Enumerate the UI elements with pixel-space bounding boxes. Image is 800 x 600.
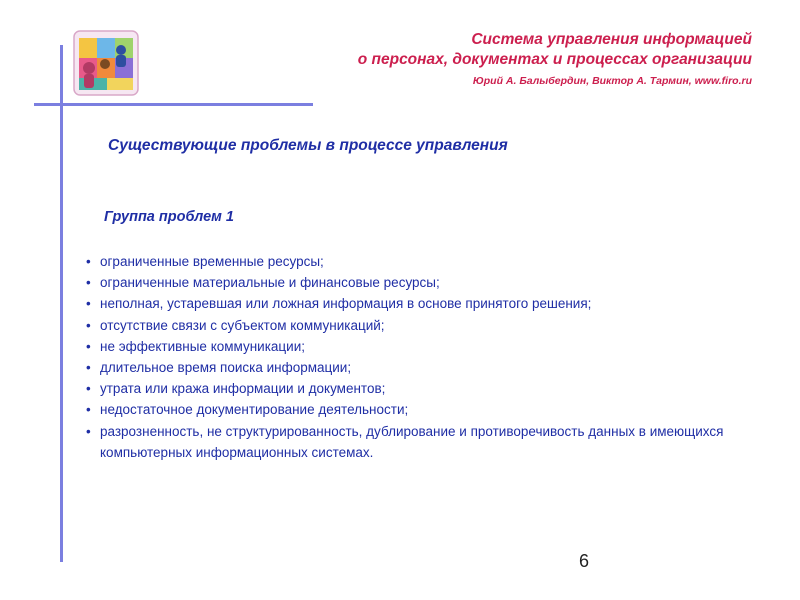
list-item: [86, 421, 746, 463]
list-item: [86, 357, 746, 378]
list-item: [86, 336, 746, 357]
bullet: •: [86, 360, 91, 376]
horizontal-rule: [34, 103, 313, 106]
bullet: •: [86, 381, 91, 397]
bullet: •: [86, 423, 91, 439]
title-line-2: о персонах, документах и процессах организации: [357, 51, 752, 68]
list-item: [86, 293, 746, 314]
group-title: Группа проблем 1: [104, 209, 234, 225]
puzzle-people-logo-icon: [71, 28, 141, 98]
list-item-text: отсутствие связи с субъектом коммуникаций;: [100, 317, 385, 333]
list-item: [86, 251, 746, 272]
vertical-rule: [60, 45, 63, 562]
list-item: [86, 272, 746, 293]
header: [358, 30, 752, 89]
list-item-text: разрозненность, не структурированность, дублирование и противоречивость данных в имеющихся компьютерных информационных системах.: [100, 423, 724, 460]
list-item-text: утрата или кража информации и документов;: [100, 381, 386, 397]
authors-line: Юрий А. Балыбердин, Виктор А. Тармин, www.firo.ru: [472, 75, 752, 87]
bullet: •: [86, 254, 91, 269]
list-item-text: не эффективные коммуникации;: [100, 338, 305, 354]
title-line-1: Система управления информацией: [471, 31, 752, 48]
list-item-text: ограниченные временные ресурсы;: [100, 254, 324, 269]
list-item-text: неполная, устаревшая или ложная информация в основе принятого решения;: [100, 296, 592, 312]
list-item: [86, 315, 746, 336]
bullet: •: [86, 275, 91, 291]
bullet: •: [86, 317, 91, 333]
list-item-text: длительное время поиска информации;: [100, 360, 352, 376]
list-item-text: ограниченные материальные и финансовые ресурсы;: [100, 275, 440, 291]
section-subtitle: Существующие проблемы в процессе управления: [108, 137, 508, 154]
bullet: •: [86, 338, 91, 354]
bullet: •: [86, 402, 91, 418]
page-number: 6: [579, 551, 590, 571]
list-item: [86, 399, 746, 420]
list-item: [86, 378, 746, 399]
list-item-text: недостаточное документирование деятельности;: [100, 402, 409, 418]
bullet: •: [86, 296, 91, 312]
problem-list: [86, 251, 746, 463]
